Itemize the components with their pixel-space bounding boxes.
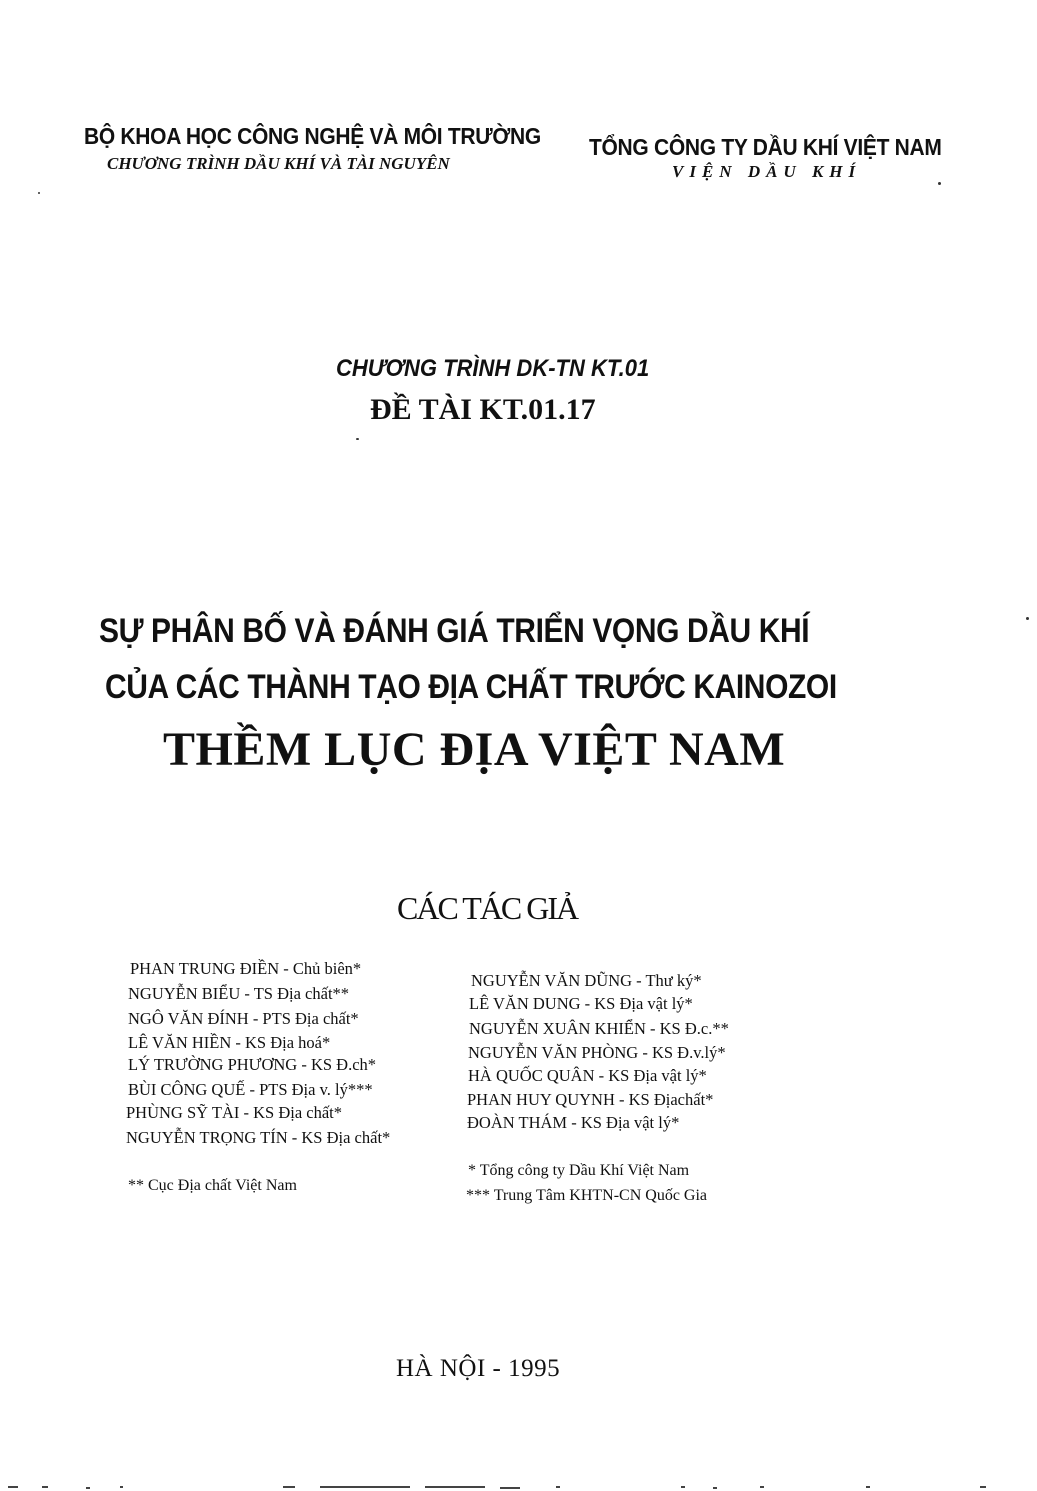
scan-speck: [938, 182, 941, 185]
institute-name: VIỆN DẦU KHÍ: [672, 162, 862, 181]
author-right-3: NGUYỄN XUÂN KHIỂN - KS Đ.c.**: [469, 1019, 729, 1038]
scan-edge-noise: [0, 1483, 1037, 1491]
author-left-6: BÙI CÔNG QUẾ - PTS Địa v. lý***: [128, 1080, 373, 1099]
ministry-name: BỘ KHOA HỌC CÔNG NGHỆ VÀ MÔI TRƯỜNG: [84, 124, 541, 150]
author-left-1: PHAN TRUNG ĐIỀN - Chủ biên*: [130, 959, 362, 978]
title-line-2: CỦA CÁC THÀNH TẠO ĐỊA CHẤT TRƯỚC KAINOZOI: [105, 668, 837, 706]
author-left-3: NGÔ VĂN ĐÍNH - PTS Địa chất*: [128, 1009, 359, 1028]
author-left-5: LÝ TRƯỜNG PHƯƠNG - KS Đ.ch*: [128, 1055, 377, 1074]
scan-speck: [38, 192, 40, 194]
author-left-2: NGUYỄN BIỂU - TS Địa chất**: [128, 984, 350, 1003]
authors-heading: CÁC TÁC GIẢ: [397, 890, 578, 926]
program-code: CHƯƠNG TRÌNH DK-TN KT.01: [336, 354, 650, 382]
author-right-2: LÊ VĂN DUNG - KS Địa vật lý*: [469, 994, 693, 1013]
author-right-6: PHAN HUY QUYNH - KS Địachất*: [467, 1090, 714, 1109]
program-name: CHƯƠNG TRÌNH DẦU KHÍ VÀ TÀI NGUYÊN: [107, 154, 450, 173]
topic-code: ĐỀ TÀI KT.01.17: [370, 393, 596, 426]
author-right-7: ĐOÀN THÁM - KS Địa vật lý*: [467, 1113, 680, 1132]
affiliation-note-petro: * Tổng công ty Dầu Khí Việt Nam: [468, 1162, 690, 1179]
affiliation-note-center: *** Trung Tâm KHTN-CN Quốc Gia: [466, 1187, 708, 1204]
title-line-3: THỀM LỤC ĐỊA VIỆT NAM: [163, 723, 786, 776]
author-right-5: HÀ QUỐC QUÂN - KS Địa vật lý*: [468, 1066, 707, 1085]
author-right-4: NGUYỄN VĂN PHÒNG - KS Đ.v.lý*: [468, 1043, 726, 1062]
author-left-8: NGUYỄN TRỌNG TÍN - KS Địa chất*: [126, 1128, 391, 1147]
scan-speck: [356, 438, 359, 440]
author-left-7: PHÙNG SỸ TÀI - KS Địa chất*: [126, 1103, 343, 1122]
city-year: HÀ NỘI - 1995: [396, 1355, 561, 1382]
author-left-4: LÊ VĂN HIỀN - KS Địa hoá*: [128, 1033, 331, 1052]
title-line-1: SỰ PHÂN BỐ VÀ ĐÁNH GIÁ TRIỂN VỌNG DẦU KHÍ: [99, 612, 810, 650]
scan-speck: [1026, 617, 1029, 620]
affiliation-note-geology: ** Cục Địa chất Việt Nam: [128, 1177, 297, 1194]
corporation-name: TỔNG CÔNG TY DẦU KHÍ VIỆT NAM: [589, 135, 942, 161]
author-right-1: NGUYỄN VĂN DŨNG - Thư ký*: [471, 971, 702, 990]
